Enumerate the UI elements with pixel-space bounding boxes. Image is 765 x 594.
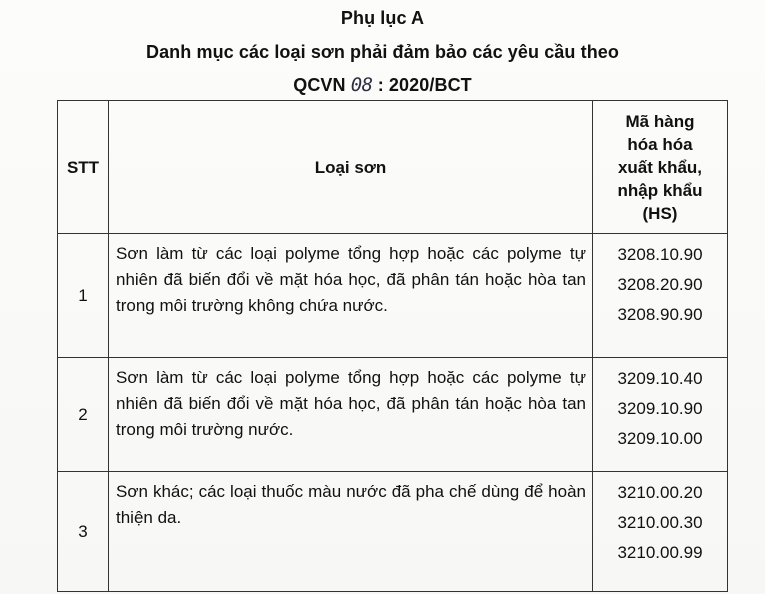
handwritten-regulation-number: 08: [350, 74, 373, 96]
hs-code: 3208.20.90: [617, 275, 703, 294]
hs-header-line: nhập khẩu: [617, 180, 703, 200]
hs-header-line: hóa hóa: [627, 134, 693, 154]
table-row: [58, 234, 728, 358]
row-stt: 2: [58, 358, 109, 472]
row-description: Sơn khác; các loại thuốc màu nước đã pha chế dùng để hoàn thiện da.: [109, 472, 593, 592]
hs-code: 3210.00.20: [617, 483, 703, 502]
hs-header-line: (HS): [642, 203, 678, 223]
row-description: Sơn làm từ các loại polyme tổng hợp hoặc các polyme tự nhiên đã biến đổi về mặt hóa học, đã phân tán hoặc hòa tan trong môi trường không chứa nước.: [109, 234, 593, 358]
row-stt: 3: [58, 472, 109, 592]
row-hs-codes: [593, 472, 728, 592]
row-stt: 1: [58, 234, 109, 358]
row-description: Sơn làm từ các loại polyme tổng hợp hoặc các polyme tự nhiên đã biến đổi về mặt hóa học, đã phân tán hoặc hòa tan trong môi trường nước.: [109, 358, 593, 472]
regulation-prefix: QCVN: [293, 75, 346, 95]
table-row: [58, 358, 728, 472]
paint-types-table: [57, 100, 728, 592]
hs-code: 3210.00.99: [617, 543, 703, 562]
column-header-hs-code: [593, 101, 728, 234]
hs-header-line: Mã hàng: [625, 111, 695, 131]
hs-code: 3209.10.00: [617, 429, 703, 448]
appendix-subtitle: Danh mục các loại sơn phải đảm bảo các yêu cầu theo: [145, 42, 620, 62]
table-header-row: [58, 101, 728, 234]
hs-code: 3208.10.90: [617, 245, 703, 264]
hs-code: 3209.10.90: [617, 399, 703, 418]
row-hs-codes: [593, 234, 728, 358]
column-header-stt: STT: [58, 101, 109, 234]
row-hs-codes: [593, 358, 728, 472]
regulation-suffix: : 2020/BCT: [377, 75, 472, 95]
hs-code: 3210.00.30: [617, 513, 703, 532]
appendix-title: Phụ lục A: [340, 8, 425, 28]
column-header-paint-type: Loại sơn: [109, 101, 593, 234]
hs-code: 3208.90.90: [617, 305, 703, 324]
regulation-reference: [0, 74, 765, 96]
hs-code: 3209.10.40: [617, 369, 703, 388]
table-row: [58, 472, 728, 592]
hs-header-line: xuất khẩu,: [617, 157, 703, 177]
